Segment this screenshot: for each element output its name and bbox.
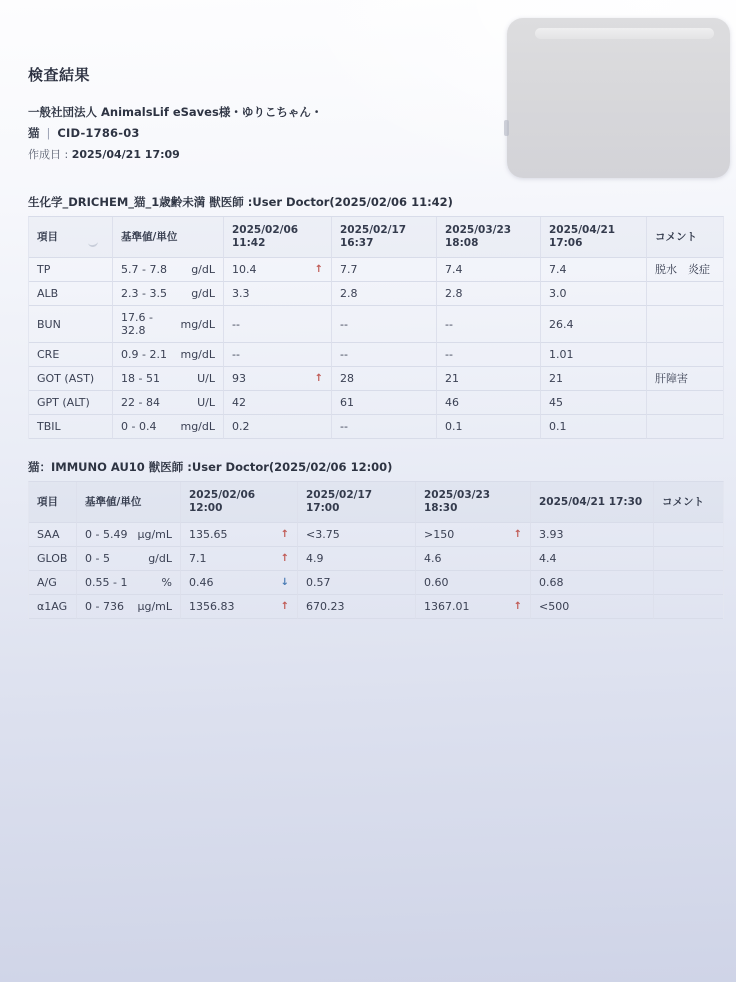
column-header: 2025/03/23 18:08 (437, 217, 541, 258)
value-cell (437, 282, 541, 306)
unit-label: mg/dL (180, 348, 215, 361)
measurement-value: <3.75 (306, 528, 340, 541)
measurement-value: 46 (445, 396, 459, 409)
trend-up-icon: ↑ (314, 372, 323, 384)
item-cell: GOT (AST) (29, 367, 113, 391)
value-cell (181, 523, 298, 547)
unit-label: % (161, 576, 172, 589)
item-cell: CRE (29, 343, 113, 367)
value-cell (332, 306, 437, 343)
created-value: 2025/04/21 17:09 (71, 148, 180, 161)
measurement-value: 2.8 (445, 287, 463, 300)
subject-label: 猫 (28, 126, 40, 140)
measurement-value: 0.46 (189, 576, 214, 589)
value-cell (224, 391, 332, 415)
item-cell: TP (29, 258, 113, 282)
table-title: 生化学_DRICHEM_猫_1歳齢未満 獣医師 :User Doctor(2025/02/06 11:42) (28, 195, 453, 209)
unit-label: mg/dL (180, 420, 215, 433)
measurement-value: 10.4 (232, 263, 257, 276)
subject-line (28, 123, 722, 144)
value-cell (416, 571, 531, 595)
column-header: コメント (647, 217, 723, 258)
reference-range: 2.3 - 3.5 (121, 287, 167, 300)
value-cell (181, 595, 298, 619)
range-cell (113, 343, 224, 367)
created-line (28, 144, 722, 165)
range-cell (113, 306, 224, 343)
measurement-value: 3.0 (549, 287, 567, 300)
reference-range: 0.55 - 1 (85, 576, 128, 589)
column-header: 2025/02/17 16:37 (332, 217, 437, 258)
results-table (28, 216, 724, 439)
value-cell (531, 571, 654, 595)
range-cell (113, 367, 224, 391)
created-label: 作成日 : (28, 148, 69, 161)
comment-cell (654, 523, 723, 547)
trend-up-icon: ↑ (280, 552, 289, 564)
measurement-value: -- (445, 348, 453, 361)
table-title: 猫：IMMUNO AU10 獣医師 :User Doctor(2025/02/06 12:00) (28, 460, 393, 474)
measurement-value: 61 (340, 396, 354, 409)
measurement-value: -- (445, 317, 453, 331)
measurement-value: 0.60 (424, 576, 449, 589)
reference-range: 0 - 0.4 (121, 420, 157, 433)
measurement-value: <500 (539, 600, 570, 613)
measurement-value: 93 (232, 372, 246, 385)
measurement-value: -- (232, 348, 240, 361)
value-cell (224, 282, 332, 306)
value-cell (437, 258, 541, 282)
measurement-value: 7.4 (549, 263, 567, 276)
comment-cell (647, 343, 723, 367)
item-cell: BUN (29, 306, 113, 343)
reference-range: 22 - 84 (121, 396, 160, 409)
range-cell (113, 258, 224, 282)
reference-range: 17.6 - 32.8 (121, 311, 153, 337)
trend-up-icon: ↑ (314, 263, 323, 275)
item-cell: SAA (29, 523, 77, 547)
unit-label: g/dL (148, 552, 172, 565)
column-header: 2025/02/06 12:00 (181, 482, 298, 523)
unit-label: g/dL (191, 287, 215, 300)
trend-up-icon: ↑ (280, 528, 289, 540)
measurement-value: 21 (549, 372, 563, 385)
measurement-value: 21 (445, 372, 459, 385)
measurement-value: 3.93 (539, 528, 564, 541)
measurement-value: -- (340, 420, 348, 433)
value-cell (332, 343, 437, 367)
trend-up-icon: ↑ (513, 528, 522, 540)
value-cell (541, 258, 647, 282)
value-cell (332, 282, 437, 306)
column-header: 項目 (29, 217, 113, 258)
value-cell (437, 367, 541, 391)
value-cell (531, 523, 654, 547)
value-cell (437, 415, 541, 439)
comment-cell (654, 547, 723, 571)
measurement-value: 0.1 (549, 420, 567, 433)
column-header: 2025/04/21 17:30 (531, 482, 654, 523)
comment-cell (654, 571, 723, 595)
measurement-value: 1367.01 (424, 600, 470, 613)
measurement-value: 0.2 (232, 420, 250, 433)
value-cell (332, 415, 437, 439)
range-cell (113, 282, 224, 306)
measurement-value: 2.8 (340, 287, 358, 300)
value-cell (531, 547, 654, 571)
value-cell (224, 415, 332, 439)
measurement-value: 3.3 (232, 287, 250, 300)
separator: | (46, 126, 51, 140)
range-cell (113, 391, 224, 415)
measurement-value: 0.68 (539, 576, 564, 589)
range-cell (77, 523, 181, 547)
value-cell (224, 306, 332, 343)
unit-label: U/L (197, 372, 215, 385)
value-cell (437, 343, 541, 367)
value-cell (298, 547, 416, 571)
unit-label: U/L (197, 396, 215, 409)
biochem-table-section (28, 194, 722, 439)
item-cell: ALB (29, 282, 113, 306)
measurement-value: 7.4 (445, 263, 463, 276)
measurement-value: 1356.83 (189, 600, 235, 613)
value-cell (541, 343, 647, 367)
range-cell (77, 571, 181, 595)
value-cell (332, 391, 437, 415)
measurement-value: 4.9 (306, 552, 324, 565)
value-cell (224, 343, 332, 367)
comment-cell: 肝障害 (647, 367, 723, 391)
measurement-value: 1.01 (549, 348, 574, 361)
column-header: 2025/02/17 17:00 (298, 482, 416, 523)
value-cell (531, 595, 654, 619)
unit-label: mg/dL (180, 317, 215, 331)
trend-up-icon: ↑ (280, 600, 289, 612)
value-cell (298, 523, 416, 547)
column-header: 項目 (29, 482, 77, 523)
measurement-value: >150 (424, 528, 455, 541)
case-id: CID-1786-03 (57, 126, 140, 140)
value-cell (224, 367, 332, 391)
unit-label: μg/mL (137, 528, 172, 541)
value-cell (416, 523, 531, 547)
item-cell: GPT (ALT) (29, 391, 113, 415)
value-cell (541, 415, 647, 439)
reference-range: 0 - 736 (85, 600, 124, 613)
value-cell (298, 571, 416, 595)
measurement-value: -- (340, 317, 348, 331)
results-table (28, 481, 724, 619)
reference-range: 18 - 51 (121, 372, 160, 385)
reference-range: 0 - 5 (85, 552, 110, 565)
measurement-value: 28 (340, 372, 354, 385)
comment-cell (647, 415, 723, 439)
comment-cell (647, 282, 723, 306)
column-header: 2025/02/06 11:42 (224, 217, 332, 258)
value-cell (181, 571, 298, 595)
reference-range: 5.7 - 7.8 (121, 263, 167, 276)
measurement-value: 4.4 (539, 552, 557, 565)
measurement-value: 0.1 (445, 420, 463, 433)
column-header: 2025/03/23 18:30 (416, 482, 531, 523)
column-header: 基準値/単位 (77, 482, 181, 523)
comment-cell (654, 595, 723, 619)
value-cell (541, 367, 647, 391)
trend-down-icon: ↓ (280, 576, 289, 588)
range-cell (77, 595, 181, 619)
unit-label: g/dL (191, 263, 215, 276)
page-title: 検査結果 (28, 66, 91, 84)
reference-range: 0.9 - 2.1 (121, 348, 167, 361)
measurement-value: 670.23 (306, 600, 345, 613)
value-cell (541, 391, 647, 415)
value-cell (416, 547, 531, 571)
comment-cell (647, 391, 723, 415)
item-cell: GLOB (29, 547, 77, 571)
value-cell (298, 595, 416, 619)
trend-up-icon: ↑ (513, 600, 522, 612)
measurement-value: 0.57 (306, 576, 331, 589)
client-line: 一般社団法人 AnimalsLif eSaves様・ゆりこちゃん・ (28, 105, 323, 119)
measurement-value: 7.1 (189, 552, 207, 565)
value-cell (541, 282, 647, 306)
comment-cell: 脱水 炎症 (647, 258, 723, 282)
measurement-value: 45 (549, 396, 563, 409)
unit-label: μg/mL (137, 600, 172, 613)
value-cell (181, 547, 298, 571)
value-cell (332, 258, 437, 282)
measurement-value: -- (232, 317, 240, 331)
item-cell: A/G (29, 571, 77, 595)
measurement-value: 42 (232, 396, 246, 409)
column-header: 2025/04/21 17:06 (541, 217, 647, 258)
measurement-value: 26.4 (549, 317, 574, 331)
reference-range: 0 - 5.49 (85, 528, 128, 541)
measurement-value: 4.6 (424, 552, 442, 565)
comment-cell (647, 306, 723, 343)
range-cell (113, 415, 224, 439)
value-cell (541, 306, 647, 343)
column-header: コメント (654, 482, 723, 523)
measurement-value: -- (340, 348, 348, 361)
item-cell: α1AG (29, 595, 77, 619)
immuno-table-section (28, 459, 722, 619)
measurement-value: 7.7 (340, 263, 358, 276)
value-cell (332, 367, 437, 391)
value-cell (416, 595, 531, 619)
item-cell: TBIL (29, 415, 113, 439)
value-cell (224, 258, 332, 282)
value-cell (437, 391, 541, 415)
column-header: 基準値/単位 (113, 217, 224, 258)
range-cell (77, 547, 181, 571)
value-cell (437, 306, 541, 343)
measurement-value: 135.65 (189, 528, 228, 541)
